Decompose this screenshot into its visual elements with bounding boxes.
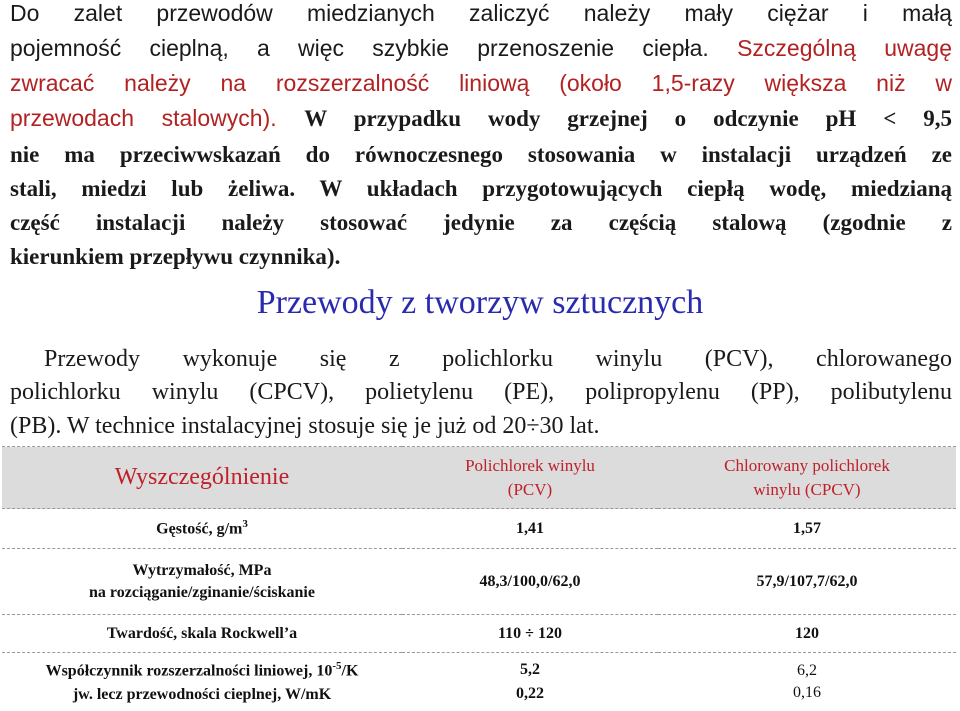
plastics-line: Przewody wykonuje się z polichlorku winylu (PCV), chlorowanego: [44, 346, 952, 372]
intro-text: Do zalet przewodów miedzianych zaliczyć należy mały ciężar i małą: [10, 0, 952, 26]
intro-line: [10, 69, 952, 98]
intro-line: [10, 175, 952, 203]
expansion-pcv: [402, 653, 658, 711]
table-row-density: [2, 509, 956, 549]
header-specification: Wyszczególnienie: [114, 464, 290, 490]
density-label: [2, 509, 402, 549]
expansion-pcv-line1: 5,2: [520, 660, 540, 678]
expansion-label: [2, 653, 402, 711]
plastics-line: (PB). W technice instalacyjnej stosuje się je już od 20÷30 lat.: [10, 413, 600, 439]
intro-text-highlight: zwracać należy na rozszerzalność liniową (około 1,5-razy większa niż w: [10, 70, 952, 96]
table-header-row: [2, 447, 956, 509]
intro-text: stali, miedzi lub żeliwa. W układach przygotowujących ciepłą wodę, miedzianą: [10, 176, 952, 201]
header-cell-cpcv: [658, 447, 956, 509]
table-row-strength: [2, 549, 956, 615]
intro-text-highlight: Szczególną uwagę: [737, 35, 952, 61]
intro-line: [10, 104, 952, 133]
expansion-cpcv: [658, 653, 956, 711]
intro-text-highlight: przewodach stalowych).: [10, 105, 305, 131]
density-label-text: Gęstość, g/m: [156, 520, 243, 538]
intro-text: kierunkiem przepływu czynnika).: [10, 244, 341, 269]
intro-text: część instalacji należy stosować jedynie za częścią stalową (zgodnie z: [10, 210, 952, 235]
table-row-hardness: [2, 615, 956, 653]
hardness-cpcv: 120: [658, 615, 956, 653]
header-pcv-line1: Polichlorek winylu: [465, 455, 595, 475]
section-heading: Przewody z tworzyw sztucznych: [256, 284, 704, 321]
expansion-label-line2: jw. lecz przewodności cieplnej, W/mK: [72, 685, 332, 703]
strength-label: [2, 549, 402, 615]
intro-line: [10, 34, 952, 63]
intro-line: [10, 141, 952, 169]
strength-pcv: 48,3/100,0/62,0: [402, 549, 658, 615]
header-pcv-line2: (PCV): [507, 479, 553, 499]
intro-line: [10, 209, 952, 237]
intro-text: nie ma przeciwwskazań do równoczesnego stosowania w instalacji urządzeń ze: [10, 142, 952, 167]
intro-text: W przypadku wody grzejnej o odczynie pH < 9,5: [304, 106, 952, 131]
strength-label-line1: Wytrzymałość, MPa: [132, 561, 272, 579]
strength-label-line2: na rozciąganie/zginanie/ściskanie: [89, 583, 315, 601]
header-cpcv-line2: winylu (CPCV): [753, 479, 861, 499]
expansion-label-sup: -5: [332, 659, 342, 672]
intro-line: [10, 243, 952, 271]
expansion-label-unit: /K: [341, 661, 359, 679]
density-label-sup: 3: [242, 518, 248, 531]
properties-table: [2, 446, 956, 711]
plastics-line: polichlorku winylu (CPCV), polietylenu (PE), polipropylenu (PP), polibutylenu: [10, 379, 952, 405]
density-pcv: 1,41: [402, 509, 658, 549]
expansion-label-line1: [2, 660, 402, 680]
expansion-label-text: Współczynnik rozszerzalności liniowej, 10: [45, 661, 333, 679]
expansion-cpcv-line1: 6,2: [797, 661, 817, 679]
header-cell-pcv: [402, 447, 658, 509]
density-cpcv: 1,57: [658, 509, 956, 549]
hardness-label: Twardość, skala Rockwell’a: [2, 615, 402, 653]
expansion-cpcv-line2: 0,16: [793, 683, 821, 701]
header-cpcv-line1: Chlorowany polichlorek: [724, 455, 890, 475]
header-cell-specification: [2, 447, 402, 509]
intro-text: pojemność cieplną, a więc szybkie przenoszenie ciepła.: [10, 35, 738, 61]
intro-line: [10, 0, 952, 28]
strength-cpcv: 57,9/107,7/62,0: [658, 549, 956, 615]
hardness-pcv: 110 ÷ 120: [402, 615, 658, 653]
expansion-pcv-line2: 0,22: [516, 684, 544, 702]
table-row-expansion: [2, 653, 956, 711]
